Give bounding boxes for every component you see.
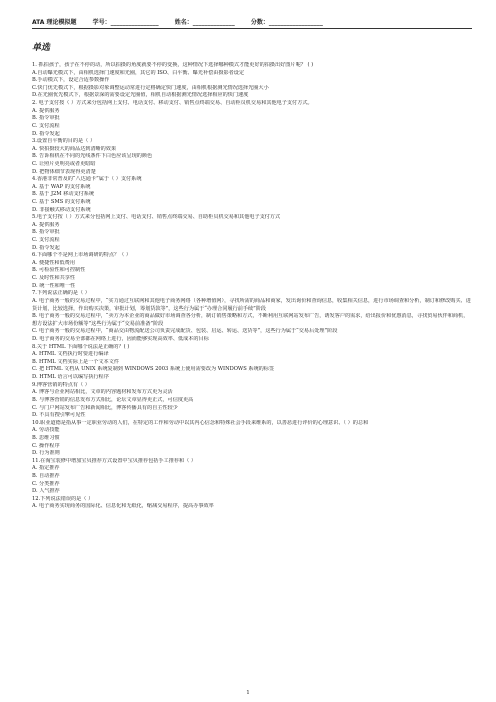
- question-line: B. 基于 J2M 移动支付系统: [32, 191, 95, 198]
- question-line: B. 与博客营销的信息发布方式相比，论坛文章显得更正式，可信度更高: [32, 396, 194, 403]
- name-field: 姓名：______________: [174, 19, 235, 26]
- question-list: [32, 62, 472, 511]
- question-line: B. 指令审批: [32, 229, 60, 236]
- question-line: 5.电子支付按（ ）方式来分包括网上支付、电话支付、销售点终端交易、自助柜员机交易和其他电子支付方式: [32, 214, 281, 221]
- question-line: 11.在淘宝装修中增加宝贝推荐方式设置中宝贝推荐包括手工推荐和（ ）: [32, 457, 197, 464]
- question-line: B. 思维习惯: [32, 435, 60, 441]
- question-line: C. 电子商务一般的交易过程中，“商品交由物流配送公司负责完成配货、包装、启运、转运、送货等”，这些行为属于“交易后处理”阶段: [32, 328, 338, 335]
- question-line: 1. 抓拍孩子，孩子在不停的动，所以拍摄的角度就要不停的变换，这种情况下选择哪种模式才能更好的拍摄出好图片呢？ ( ): [32, 62, 314, 68]
- section-title: 单选: [32, 43, 51, 53]
- question-line: C.快门优先模式下，根据摄影对象调整运动常进行定格确定快门速度，由相机根据测光情况选择光圈大小: [32, 84, 269, 91]
- question-line: A. 提供服务: [32, 221, 60, 228]
- question-line: 9.博客营销的特点有（ ）: [32, 381, 90, 388]
- question-line: 10.职业道德是指从事一定职业劳动的人们，在特定的工作和劳动中以其内心信念和特殊社会手段来维系的，以善恶进行评价的心理意识、（ ）的总和: [32, 419, 369, 426]
- question-line: B. 告诉相机在不同的光线条件下白色应该呈现的颜色: [32, 153, 153, 160]
- question-line: C. 及时性和共享性: [32, 275, 76, 282]
- question-line: A. 博客与企业网站相比，文章的内容题材和发布方式更为灵活: [32, 389, 173, 396]
- question-line: D. 行为准则: [32, 450, 60, 457]
- question-line: A. 快拍摄较大的商品达到清晰的效果: [32, 145, 117, 152]
- question-line: 3.设置自平衡的目的是（ ）: [32, 138, 96, 145]
- question-line: 12.下列说法错误的是（ ）: [32, 495, 94, 502]
- question-line: A. 便捷性和低费用: [32, 259, 75, 266]
- question-line: 8.关于 HTML 下面哪个说法是正确的？( ): [32, 343, 130, 350]
- question-line: C. 基于 SMS 的支付系统: [32, 199, 91, 205]
- question-line: D. 指令发起: [32, 244, 60, 251]
- header-divider: [32, 28, 472, 29]
- question-line: 6.下面哪个不是网上市场调研的特点？（ ）: [32, 252, 132, 259]
- question-line: C. 分类推荐: [32, 480, 60, 487]
- question-line: D. HTML 语言可以编写执行程序: [32, 374, 109, 381]
- question-line: A. 电子商务一般的交易过程中，“实力通过互联网和其他电子商务网络（各种增值网），寻找所需的商品和商家，发出询价和查询信息，收集相关信息，进行市场调查和分析，制订和修改购买、进货计划，比较选择，作出购买决策，审批计划，筹划货款等”，这些行为属于“办理合同履行前手续”阶段: [32, 297, 471, 312]
- question-line: C. 与门户网站发布广告和新闻相比，博客传播具有的自主性较少: [32, 404, 178, 411]
- question-line: D. 电子商务的交易全部都在网络上进行，因而能够实现高效率、低成本的目标: [32, 336, 209, 343]
- question-line: D. 统一性和唯一性: [32, 282, 76, 289]
- question-line: D. 指令发起: [32, 130, 60, 137]
- question-line: A. 基于 WAP 的支付系统: [32, 183, 91, 190]
- question-line: 4.香港非常普及的“八达通卡”属于（ ）支付系统: [32, 176, 142, 183]
- question-line: A. 劳动技能: [32, 427, 60, 434]
- page-number: 1: [246, 690, 250, 696]
- question-line: B.手动模式下，设定合适参数操作: [32, 77, 110, 84]
- question-line: 7.下列说法正确的是（ ）: [32, 290, 90, 297]
- question-line: D. 人气推荐: [32, 488, 60, 495]
- question-line: B. 自动推荐: [32, 473, 60, 480]
- question-line: D. 不具有搜引擎可见性: [32, 412, 86, 419]
- question-line: B. 电子商务一般的交易过程中，“卖方为本企业的商品做好市场调查各分析，制订销售策略和方式，不断利用互联网站发布广告，诱发客户的需求，给出报价和优惠消息，寻找贸易伙伴和商机，想方设法扩大市场份额等”这些行为属于“交易前准备”阶段: [32, 313, 469, 327]
- question-line: C. 把 HTML 文档从 UNIX 系统复制到 WINDOWS 2003 系统上使用需要改为 WINDOWS 系统的标签: [32, 366, 275, 373]
- question-line: C. 让照片更明亮或者更暗暗: [32, 160, 96, 167]
- score-field: 分数：__________________: [250, 19, 323, 26]
- student-id-field: 学号：________________: [92, 19, 159, 26]
- question-line: D.在光圈优先模式下，根据景深的需要设定光圈值，相机自动根据测光情况选择相应的快门速度: [32, 92, 249, 99]
- question-line: A. 电子商务实现商务的国际化、信息化和无纸化，缩减交易程序，提高办事效率: [32, 503, 214, 510]
- question-line: C. 支付流程: [32, 237, 60, 244]
- page-header: [32, 17, 472, 26]
- question-line: C. 支付流程: [32, 122, 60, 129]
- question-line: 2. 电子支付按（ ）方式来分包括网上支付、电话支付、移动支付、销售点终端交易、自动柜员机交易和其他电子支付方式。: [32, 100, 313, 107]
- question-line: D. 非接触式移动支付系统: [32, 206, 91, 213]
- question-line: B. 可检验性和可控制性: [32, 267, 86, 274]
- question-line: A. 指定推荐: [32, 465, 60, 472]
- question-line: B. 指令审批: [32, 115, 60, 122]
- question-line: A. 提供服务: [32, 107, 60, 114]
- question-line: A. HTML 文档执行时要进行编译: [32, 351, 109, 358]
- question-line: D. 把物体细节表现得更清楚: [32, 168, 96, 175]
- question-line: C. 操作程序: [32, 442, 60, 449]
- exam-title: ATA 理论模拟题: [32, 19, 77, 26]
- question-line: A.自动曝光模式下，由相机选择门速度和光圈，其它的 ISO、白平衡、曝光补偿由摄影者设定: [32, 69, 245, 76]
- question-line: B. HTML 文档实际上是一个文本文件: [32, 358, 119, 365]
